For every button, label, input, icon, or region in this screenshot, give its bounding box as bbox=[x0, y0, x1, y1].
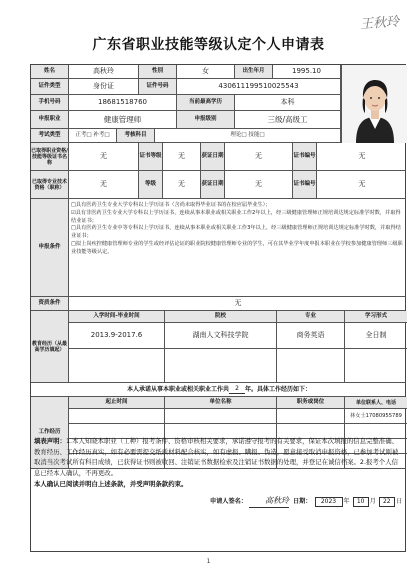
edu-header-time: 入学时间-毕业时间 bbox=[69, 311, 165, 322]
exam-subject-options[interactable]: 理论□ 技能□ bbox=[155, 129, 341, 142]
portrait-image bbox=[342, 65, 407, 143]
row-cert1 bbox=[31, 143, 405, 171]
edu-major[interactable]: 商务英语 bbox=[277, 323, 345, 348]
gender-value[interactable]: 女 bbox=[177, 65, 235, 78]
conditions-options bbox=[69, 199, 407, 296]
row-conditions bbox=[31, 199, 405, 297]
edu-header-school: 院校 bbox=[165, 311, 277, 322]
work-row bbox=[69, 409, 407, 424]
cert1-label: 已取得职业资格/技能等级证书名称 bbox=[31, 143, 69, 170]
edu-row bbox=[69, 323, 407, 349]
work-header-time: 起止时间 bbox=[69, 397, 165, 408]
work-years-value[interactable]: 2 bbox=[229, 385, 245, 393]
edu-school[interactable]: 湖南人文科技学院 bbox=[165, 323, 277, 348]
phone-value[interactable]: 18681518760 bbox=[69, 95, 177, 110]
id-type-value[interactable]: 身份证 bbox=[69, 79, 139, 94]
condition-option[interactable]: □拟上岗疾控健康管理师专业的学生或经评估论证的职业院校健康管理师专业的学生，可在其毕业学年度申报本职业在学校参加健康管理师三级职业技能等级认定。 bbox=[71, 240, 403, 255]
cert1-date-label: 获证日期 bbox=[201, 143, 225, 170]
edu-major[interactable] bbox=[277, 349, 345, 383]
declaration-confirm: 本人确认已阅读并明白上述条款，并受声明条款约束。 bbox=[34, 480, 188, 489]
exam-type-label: 考试类型 bbox=[31, 129, 69, 142]
cert2-value[interactable]: 无 bbox=[69, 171, 139, 198]
declaration-body: 1.本人知晓本职业（工种）报考条件、资格审核相关要求，承诺遵守报考的有关要求，保证本次填报的信息完整准确、教育经历、工作经历真实，如有必要需提交纸质材料配合核实，如有虚报、瞒报、伪造，愿意接受取消申报资格，已参加考试则被取消当次考试所有科目成绩，已获得证书则被收回、注销证书数据检索及注销证书数据的处理，并登记在诚信档案。2.报考个人信息已经本人确认，不再更改。 bbox=[34, 437, 399, 477]
work-label: 工作经历 bbox=[31, 397, 69, 468]
condition-option[interactable]: ☑具有非医药卫生专业大学专科以上学历证书，连续从事本职业或相关职业工作2年以上，经三级健康管理师正规培训达规定标准学时数，并取得结业证书； bbox=[71, 209, 401, 224]
date-label: 日期： bbox=[292, 497, 312, 505]
work-years-statement bbox=[31, 383, 407, 396]
id-no-value[interactable]: 430611199510025543 bbox=[177, 79, 341, 94]
cert2-no-value[interactable]: 无 bbox=[358, 180, 366, 189]
id-no-label: 证件号码 bbox=[139, 79, 177, 94]
edu-header-row bbox=[69, 311, 407, 323]
name-label: 姓名 bbox=[31, 65, 69, 78]
cert2-date-label: 获证日期 bbox=[201, 171, 225, 198]
cert1-level-label: 证书等级 bbox=[139, 143, 163, 170]
cert2-level-value[interactable]: 无 bbox=[163, 171, 201, 198]
row-qualification bbox=[31, 297, 405, 311]
edu-time[interactable]: 2013.9-2017.6 bbox=[69, 323, 165, 348]
declaration bbox=[34, 436, 402, 508]
work-years-before: 本人承诺从事本职业或相关职业工作共 bbox=[126, 385, 229, 393]
edu-label: 教育经历（从最高学历填起） bbox=[31, 311, 69, 382]
date-month[interactable]: 10 bbox=[353, 497, 369, 507]
date-day-unit: 日 bbox=[395, 497, 402, 505]
page-number: 1 bbox=[206, 558, 211, 565]
level-value[interactable]: 三级/高级工 bbox=[235, 111, 341, 128]
work-contact[interactable]: 林女士17080955789 bbox=[350, 412, 402, 419]
edu-row bbox=[69, 349, 407, 383]
occupation-value[interactable]: 健康管理师 bbox=[69, 111, 177, 128]
signature-line bbox=[34, 494, 402, 508]
exam-type-options[interactable]: 正考□ 补考□ bbox=[69, 129, 117, 142]
cert1-no-value[interactable]: 无 bbox=[358, 152, 366, 161]
edu-time[interactable] bbox=[69, 349, 165, 383]
cert2-label: 已取得专业技术资格（职称） bbox=[31, 171, 69, 198]
edu-table bbox=[69, 311, 407, 382]
date-year-unit: 年 bbox=[343, 497, 350, 505]
cert1-value[interactable]: 无 bbox=[69, 143, 139, 170]
declaration-heading: 填表声明： bbox=[34, 437, 66, 445]
cert1-date-value[interactable]: 无 bbox=[225, 143, 293, 170]
condition-option[interactable]: □具有医药卫生专业大学专科以上学历证书（含尚未取得毕业证书的在校应届毕业生）； bbox=[71, 202, 271, 208]
qualification-label: 资质条件 bbox=[31, 297, 69, 310]
edu-header-major: 专业 bbox=[277, 311, 345, 322]
work-header-unit: 单位名称 bbox=[165, 397, 277, 408]
birth-label: 出生年月 bbox=[235, 65, 273, 78]
row-cert2 bbox=[31, 171, 405, 199]
phone-label: 手机号码 bbox=[31, 95, 69, 110]
work-time[interactable] bbox=[69, 409, 165, 423]
cert1-no-label: 证书编号 bbox=[293, 143, 317, 170]
applicant-photo bbox=[341, 65, 407, 143]
work-unit[interactable] bbox=[165, 409, 277, 423]
exam-subject-label: 考核科目 bbox=[117, 129, 155, 142]
condition-option[interactable]: □具有医药卫生专业中等专科以上学历证书，连续从事本职业或相关职业工作3年以上，经三级健康管理师正规培训达规定标准学时数，并取得结业证书； bbox=[71, 225, 401, 240]
cert2-level-label: 等级 bbox=[139, 171, 163, 198]
work-header-post: 职务或岗位 bbox=[277, 397, 345, 408]
date-day[interactable]: 22 bbox=[379, 497, 395, 507]
page-title: 广东省职业技能等级认定个人申请表 bbox=[92, 37, 325, 53]
edu-header-form: 学习形式 bbox=[345, 311, 407, 322]
name-value[interactable]: 高秋玲 bbox=[69, 65, 139, 78]
row-education bbox=[31, 311, 405, 383]
education-value[interactable]: 本科 bbox=[235, 95, 341, 110]
edu-school[interactable] bbox=[165, 349, 277, 383]
corner-signature: 王秋玲 bbox=[359, 14, 400, 33]
row-work-years bbox=[31, 383, 405, 397]
work-header-row bbox=[69, 397, 407, 409]
work-years-after: 年。具体工作经历如下： bbox=[245, 385, 312, 393]
declaration-text bbox=[34, 436, 402, 478]
sign-label: 申请人签名： bbox=[209, 497, 248, 505]
applicant-signature[interactable]: 高秋玲 bbox=[249, 494, 289, 508]
edu-form[interactable]: 全日制 bbox=[365, 331, 387, 340]
cert2-date-value[interactable]: 无 bbox=[225, 171, 293, 198]
conditions-label: 申报条件 bbox=[31, 199, 69, 296]
date-year[interactable]: 2023 bbox=[315, 497, 343, 507]
edu-form[interactable] bbox=[345, 349, 407, 383]
level-label: 申报级别 bbox=[177, 111, 235, 128]
occupation-label: 申报职业 bbox=[31, 111, 69, 128]
gender-label: 性别 bbox=[139, 65, 177, 78]
qualification-value[interactable]: 无 bbox=[234, 299, 242, 308]
date-month-unit: 月 bbox=[369, 497, 376, 505]
cert2-no-label: 证书编号 bbox=[293, 171, 317, 198]
work-post[interactable] bbox=[277, 409, 345, 423]
cert1-level-value[interactable]: 无 bbox=[163, 143, 201, 170]
id-type-label: 证件类型 bbox=[31, 79, 69, 94]
education-label: 当前最高学历 bbox=[177, 95, 235, 110]
birth-value[interactable]: 1995.10 bbox=[273, 65, 341, 78]
work-header-contact: 单位联系人、电话 bbox=[345, 397, 407, 408]
